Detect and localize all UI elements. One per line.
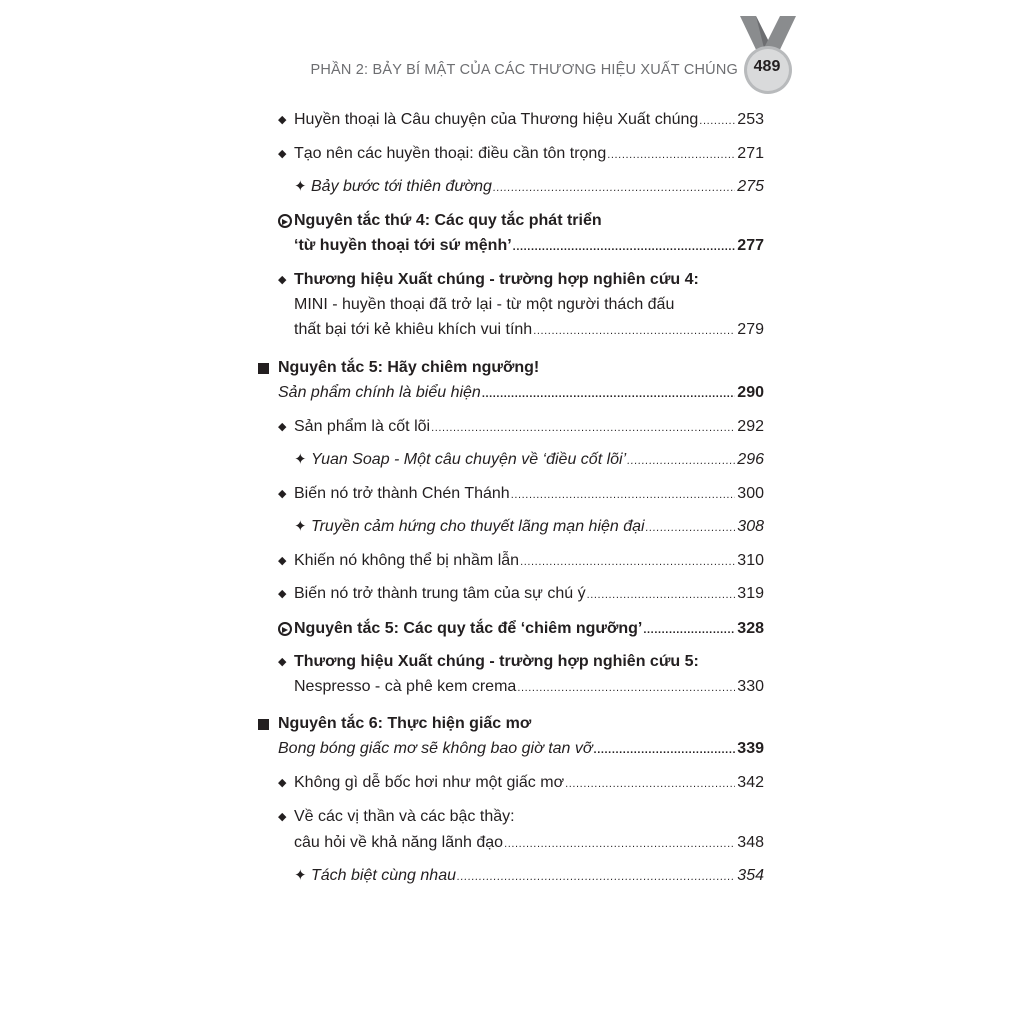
toc-page-number: 271: [737, 145, 764, 162]
leader-dots: [517, 678, 735, 698]
toc-entry-text: Yuan Soap - Một câu chuyện về ‘điều cốt lõi’: [311, 451, 627, 468]
toc-entry-text: Truyền cảm hứng cho thuyết lãng mạn hiện đại: [311, 518, 645, 535]
page-number: 489: [753, 58, 781, 75]
diamond-bullet-icon: ◆: [278, 148, 287, 160]
toc-entry-text: Huyền thoại là Câu chuyện của Thương hiệu Xuất chúng: [294, 111, 699, 128]
leader-dots: [493, 178, 735, 198]
star-bullet-icon: ✦: [294, 178, 307, 195]
diamond-bullet-icon: ◆: [278, 656, 287, 668]
section-subtitle: Bong bóng giấc mơ sẽ không bao giờ tan vỡ: [278, 740, 593, 757]
circle-arrow-icon: [278, 214, 292, 228]
toc-page-number: 342: [737, 774, 764, 791]
toc-page-number: 328: [737, 620, 764, 637]
toc-entry-text: Sản phẩm là cốt lõi: [294, 418, 431, 435]
toc-entry-text: câu hỏi về khả năng lãnh đạo: [294, 834, 504, 851]
leader-dots: [511, 485, 736, 505]
toc-entry-text: Nguyên tắc thứ 4: Các quy tắc phát triển: [294, 212, 602, 229]
diamond-bullet-icon: ◆: [278, 777, 287, 789]
toc-entry-text: Về các vị thần và các bậc thầy:: [294, 808, 515, 825]
diamond-bullet-icon: ◆: [278, 811, 287, 823]
toc-page-number: 290: [737, 384, 764, 401]
leader-dots: [533, 321, 735, 341]
toc-entry-text: MINI - huyền thoại đã trở lại - từ một người thách đấu: [294, 296, 675, 313]
square-bullet-icon: [258, 719, 269, 730]
toc-entry-text: Bảy bước tới thiên đường: [311, 178, 492, 195]
leader-dots: [431, 418, 735, 438]
leader-dots: [587, 585, 736, 605]
leader-dots: [607, 145, 735, 165]
toc-page-number: 277: [737, 237, 764, 254]
diamond-bullet-icon: ◆: [278, 488, 287, 500]
section-title: Nguyên tắc 6: Thực hiện giấc mơ: [278, 715, 532, 732]
toc-page-number: 296: [737, 451, 764, 468]
toc-entry-text: thất bại tới kẻ khiêu khích vui tính: [294, 321, 533, 338]
toc-entry-text: Biến nó trở thành trung tâm của sự chú ý: [294, 585, 586, 602]
star-bullet-icon: ✦: [294, 518, 307, 535]
toc-page-number: 275: [737, 178, 764, 195]
leader-dots: [646, 518, 736, 538]
leader-dots: [482, 384, 735, 404]
toc-entry-text: ‘từ huyền thoại tới sứ mệnh’: [294, 237, 512, 254]
leader-dots: [520, 552, 735, 572]
diamond-bullet-icon: ◆: [278, 274, 287, 286]
leader-dots: [699, 111, 735, 131]
leader-dots: [457, 867, 735, 887]
diamond-bullet-icon: ◆: [278, 114, 287, 126]
toc-page-number: 279: [737, 321, 764, 338]
leader-dots: [627, 451, 735, 471]
star-bullet-icon: ✦: [294, 451, 307, 468]
toc-page-number: 319: [737, 585, 764, 602]
leader-dots: [643, 620, 735, 640]
leader-dots: [594, 740, 736, 760]
toc-entry-text: Thương hiệu Xuất chúng - trường hợp nghiên cứu 5:: [294, 653, 699, 670]
square-bullet-icon: [258, 363, 269, 374]
toc-page-number: 348: [737, 834, 764, 851]
leader-dots: [513, 237, 736, 257]
toc-entry-text: Không gì dễ bốc hơi như một giấc mơ: [294, 774, 565, 791]
toc-page-number: 339: [737, 740, 764, 757]
leader-dots: [565, 774, 735, 794]
toc-page-number: 300: [737, 485, 764, 502]
diamond-bullet-icon: ◆: [278, 555, 287, 567]
section-title: Nguyên tắc 5: Hãy chiêm ngưỡng!: [278, 359, 540, 376]
toc-page-number: 292: [737, 418, 764, 435]
toc-entry-text: Thương hiệu Xuất chúng - trường hợp nghiên cứu 4:: [294, 271, 699, 288]
section-subtitle: Sản phẩm chính là biểu hiện: [278, 384, 481, 401]
circle-arrow-icon: [278, 622, 292, 636]
toc-page-number: 330: [737, 678, 764, 695]
toc-entry-text: Biến nó trở thành Chén Thánh: [294, 485, 510, 502]
star-bullet-icon: ✦: [294, 867, 307, 884]
toc-page-number: 308: [737, 518, 764, 535]
toc-entry-text: Tạo nên các huyền thoại: điều cần tôn trọng: [294, 145, 607, 162]
running-header: PHẦN 2: BẢY BÍ MẬT CỦA CÁC THƯƠNG HIỆU XUẤT CHÚNG: [310, 62, 738, 78]
toc-entry-text: Khiến nó không thể bị nhầm lẫn: [294, 552, 520, 569]
toc-page-number: 253: [737, 111, 764, 128]
leader-dots: [504, 834, 735, 854]
medal-icon: [738, 14, 798, 96]
toc-entry-text: Nguyên tắc 5: Các quy tắc để ‘chiêm ngưỡng’: [294, 620, 643, 637]
toc-entry-text: Nespresso - cà phê kem crema: [294, 678, 517, 695]
diamond-bullet-icon: ◆: [278, 421, 287, 433]
toc-entry-text: Tách biệt cùng nhau: [311, 867, 456, 884]
diamond-bullet-icon: ◆: [278, 588, 287, 600]
toc-page-number: 310: [737, 552, 764, 569]
toc-page-number: 354: [737, 867, 764, 884]
